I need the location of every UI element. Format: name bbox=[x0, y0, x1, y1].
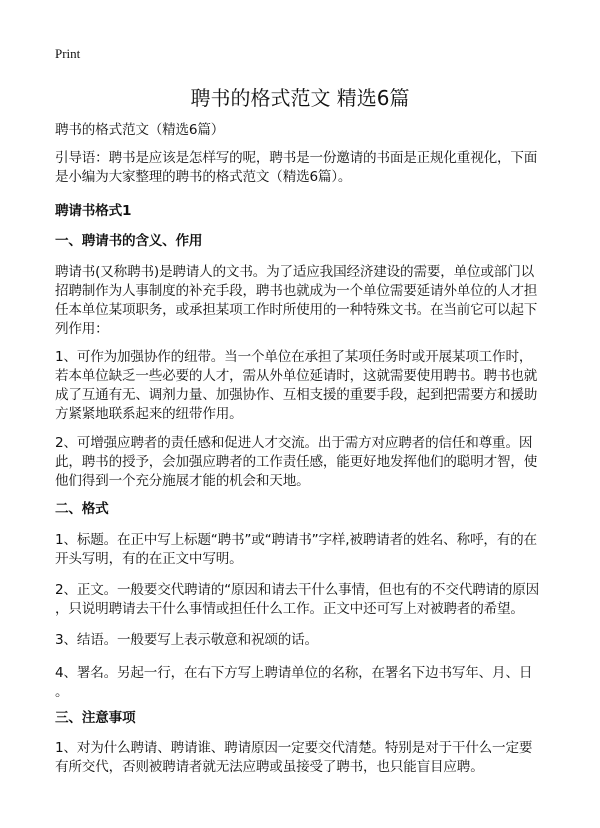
print-label: Print bbox=[55, 46, 81, 61]
paragraph-line: 3、结语。一般要写上表示敬意和祝颂的话。 bbox=[55, 632, 318, 648]
paragraph-line: 引导语：聘书是应该是怎样写的呢，聘书是一份邀请的书面是正规化重视化，下面 bbox=[55, 150, 538, 166]
paragraph-line: 1、对为什么聘请、聘请谁、聘请原因一定要交代清楚。特别是对于干什么一定要 bbox=[55, 740, 533, 756]
paragraph-line: 1、可作为加强协作的纽带。当一个单位在承担了某项任务时或开展某项工作时， bbox=[55, 349, 533, 365]
section-heading: 三、注意事项 bbox=[55, 710, 136, 726]
paragraph-line: 方紧紧地联系起来的纽带作用。 bbox=[55, 406, 243, 422]
section-heading: 聘请书格式1 bbox=[55, 203, 132, 219]
paragraph-line: 聘请书(又称聘书)是聘请人的文书。为了适应我国经济建设的需要，单位或部门以 bbox=[55, 264, 534, 280]
paragraph-line: 4、署名。另起一行，在右下方写上聘请单位的名称，在署名下边书写年、月、日 bbox=[55, 665, 533, 681]
paragraph-line: 2、正文。一般要交代聘请的“原因和请去干什么事情，但也有的不交代聘请的原因 bbox=[55, 582, 540, 598]
paragraph-line: 列作用： bbox=[55, 321, 109, 337]
paragraph-line: 1、标题。在正中写上标题“聘书”或“聘请书”字样,被聘请者的姓名、称呼，有的在 bbox=[55, 532, 537, 548]
paragraph-line: 是小编为大家整理的聘书的格式范文（精选6篇）。 bbox=[55, 169, 352, 185]
paragraph-line: 开头写明，有的在正文中写明。 bbox=[55, 551, 243, 567]
paragraph-line: 若本单位缺乏一些必要的人才，需从外单位延请时，这就需要使用聘书。聘书也就 bbox=[55, 368, 538, 384]
paragraph-line: 成了互通有无、调剂力量、加强协作、互相支援的重要手段，起到把需要方和援助 bbox=[55, 387, 538, 403]
paragraph-line: 2、可增强应聘者的责任感和促进人才交流。出于需方对应聘者的信任和尊重。因 bbox=[55, 435, 533, 451]
section-heading: 二、格式 bbox=[55, 501, 109, 517]
paragraph-line: 招聘制作为人事制度的补充手段，聘书也就成为一个单位需要延请外单位的人才担 bbox=[55, 283, 538, 299]
paragraph-line: ，只说明聘请去干什么事情或担任什么工作。正文中还可写上对被聘者的希望。 bbox=[55, 601, 524, 617]
paragraph-line: 任本单位某项职务，或承担某项工作时所使用的一种特殊文书。在当前它可以起下 bbox=[55, 302, 538, 318]
paragraph-line: 。 bbox=[55, 684, 69, 700]
subtitle: 聘书的格式范文（精选6篇） bbox=[55, 122, 225, 138]
paragraph-line: 此，聘书的授予，会加强应聘者的工作责任感，能更好地发挥他们的聪明才智，使 bbox=[55, 454, 538, 470]
paragraph-line: 有所交代，否则被聘请者就无法应聘或虽接受了聘书，也只能盲目应聘。 bbox=[55, 759, 484, 775]
page-title: 聘书的格式范文 精选6篇 bbox=[190, 86, 410, 110]
section-heading: 一、聘请书的含义、作用 bbox=[55, 233, 203, 249]
paragraph-line: 他们得到一个充分施展才能的机会和天地。 bbox=[55, 473, 310, 489]
